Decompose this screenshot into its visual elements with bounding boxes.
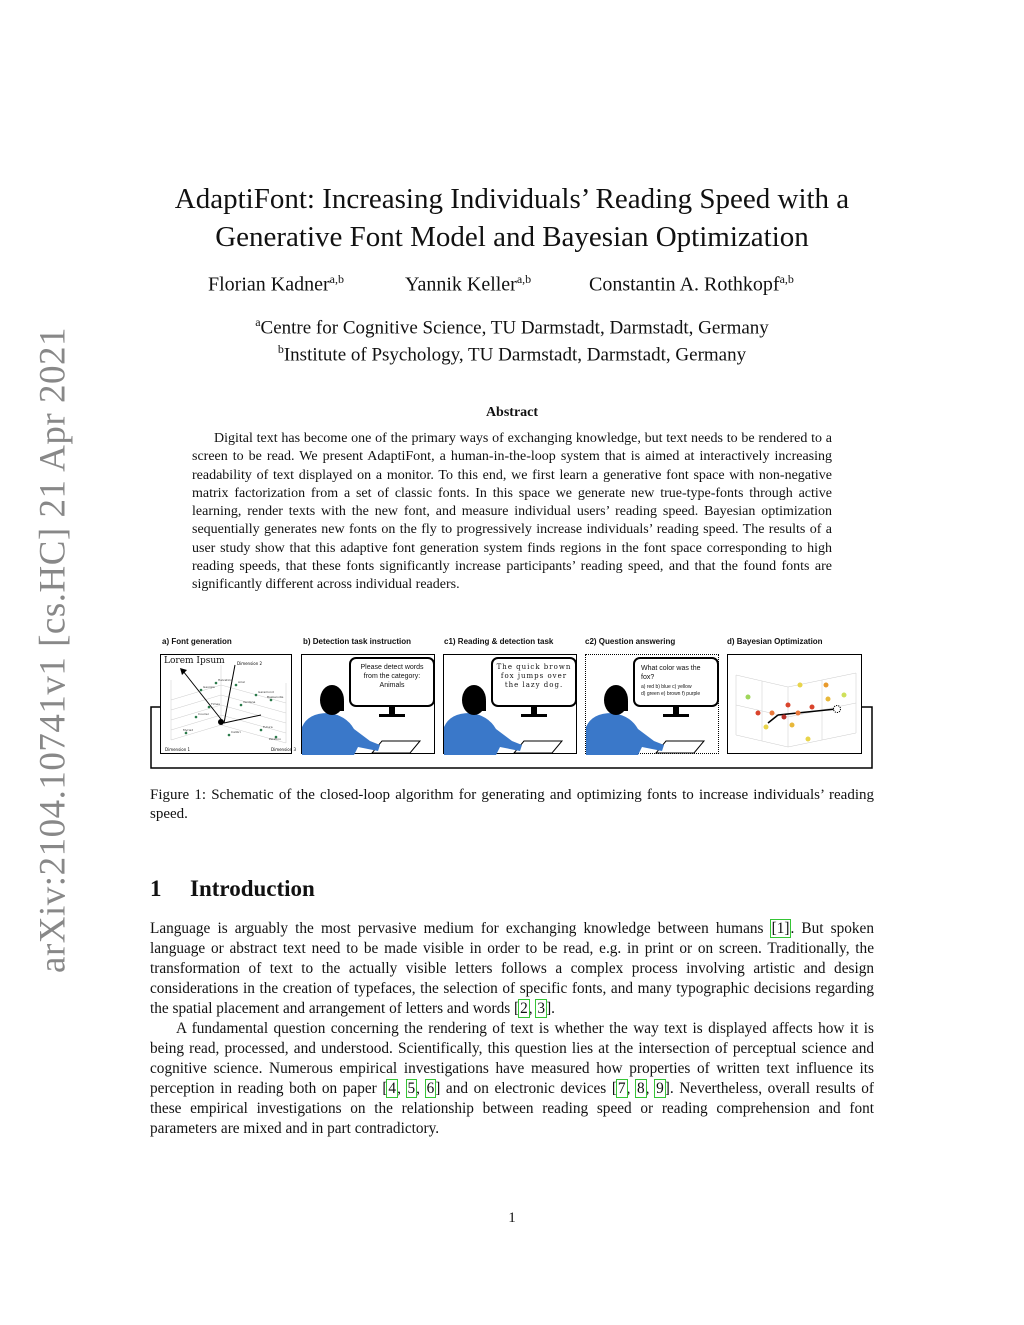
figure-caption: Figure 1: Schematic of the closed-loop algorithm for generating and optimizing fonts to increase individuals’ reading speed. [150,787,874,822]
paragraph: Language is arguably the most pervasive medium for exchanging knowledge between humans [1]. But spoken language or abstract text need to be made visible in order to be read, e.g. in print or on screen. Traditionally, the transformation of text to the actually visible letters follows a complex process involving artistic and design considerations in the creation of typefaces, the selection of specific fonts, and many typographic decisions regarding the spatial placement and arrangement of letters and words [2, 3]. [150,920,874,1017]
font-name: Garamond [258,690,274,694]
paragraph: A fundamental question concerning the rendering of text is whether the way text is displayed affects how it is being read, processed, and understood. Scientifically, this question lies at the intersection of perceptual science and cognitive science. Numerous empirical investigations have measured how properties of written text influence its perception in reading both on paper [4, 5, 6] and on electronic devices [7, 8, 9]. Nevertheless, overall results of these empirical investigations on the relationship between reading speed or reading comprehension and font parameters are mixed and in part contradictory. [150,1020,874,1137]
font-space-panel [160,654,297,754]
body-text [150,919,874,1139]
monitor-screen: Please detect words from the category: Animals [349,657,435,707]
citation-link[interactable]: 4 [388,1080,397,1097]
citation-link[interactable]: 6 [426,1080,435,1097]
arxiv-id: arXiv:2104.10741v1 [cs.HC] 21 Apr 2021 [32,327,74,973]
font-name: Times [211,702,220,706]
reading-task-panel [443,654,577,754]
paper-title [150,180,874,256]
font-name: Arial [238,680,245,684]
monitor-screen: The quick brown fox jumps over the lazy dog. [491,657,577,707]
title-line-2: Generative Font Model and Bayesian Optimization [215,221,809,253]
citation-link[interactable]: 7 [617,1080,626,1097]
page-number: 1 [508,1210,516,1226]
bo-sample-points [746,683,847,742]
section-title: Introduction [190,876,315,901]
citation-link[interactable]: 9 [656,1080,664,1097]
citation-link[interactable]: [1] [771,920,790,937]
font-name: Verdana [243,700,256,704]
citation-link[interactable]: 5 [407,1080,416,1097]
section-heading [150,876,315,902]
panel-label-a: a) Font generation [162,637,232,646]
font-name: Courier [198,712,209,716]
font-name: Baskerville [267,695,284,699]
bo-scatter-plot [728,655,863,755]
panel-label-d: d) Bayesian Optimization [727,637,823,646]
panel-label-c2: c2) Question answering [585,637,676,646]
section-number: 1 [150,876,162,901]
author-3: Constantin A. Rothkopf$^{a,b}$ [589,272,794,296]
instruction-panel [301,654,435,754]
font-name: Georgia [203,685,215,689]
axis-label-3: Dimension 3 [271,747,297,752]
author-1: Florian Kadner$^{a,b}$ [208,272,344,296]
axis-label-2: Dimension 2 [237,661,263,666]
abstract-text: Digital text has become one of the primary ways of exchanging knowledge, but text needs to be rendered to a screen to be read. We present AdaptiFont, a human-in-the-loop system that is aimed at interactively increasing readability of text displayed on a monitor. To this end, we first learn a generative font space with non-negative matrix factorization from a set of classic fonts. In this space we generate new true-type-fonts through active learning, render texts with the new font, and measure individual users’ reading speed. Bayesian optimization sequentially generates new fonts on the fly to progressively increase individuals’ reading speed. The results of a user study show that this adaptive font generation system finds regions in the font space corresponding to high reading speeds, that these fonts significantly increase participants’ reading speed, and that the found fonts are significantly different across individual readers. [192,431,832,593]
affiliation-2: $^b$Institute of Psychology, TU Darmstadt, Darmstadt, Germany [277,342,747,366]
bayesian-optimization-panel [727,654,862,754]
abstract-heading: Abstract [485,405,539,420]
reader-illustration [444,655,578,755]
arxiv-sidebar-stamp [28,327,78,973]
reader-illustration [586,655,720,755]
citation-link[interactable]: 8 [637,1080,645,1097]
figure-1 [150,637,874,771]
font-space-plot [161,655,297,755]
abstract-body [192,430,832,595]
title-line-1: AdaptiFont: Increasing Individuals’ Reading Speed with a [174,183,850,215]
affiliation-1: $^a$Centre for Cognitive Science, TU Darmstadt, Darmstadt, Germany [255,315,769,339]
font-name: Myriad [183,728,194,732]
question-panel [585,654,719,754]
citation-link[interactable]: 3 [537,1000,546,1017]
font-name: Palatino [269,737,281,741]
panel-label-b: b) Detection task instruction [303,637,412,646]
citation-link[interactable]: 2 [520,1000,528,1017]
font-name: Helvetica [218,678,233,682]
author-2: Yannik Keller$^{a,b}$ [405,272,532,296]
question-text: What color was the fox? [641,665,701,681]
answer-options-2: d) green e) brown f) purple [641,691,701,697]
panel-label-c1: c1) Reading & detection task [444,637,554,646]
axis-label-1: Dimension 1 [165,747,191,752]
reader-illustration [302,655,436,755]
font-space-label: Lorem Ipsum [164,656,225,666]
font-name: Futura [263,725,273,729]
font-name: Calibri [231,730,241,734]
answer-options-1: a) red b) blue c) yellow [641,684,692,690]
